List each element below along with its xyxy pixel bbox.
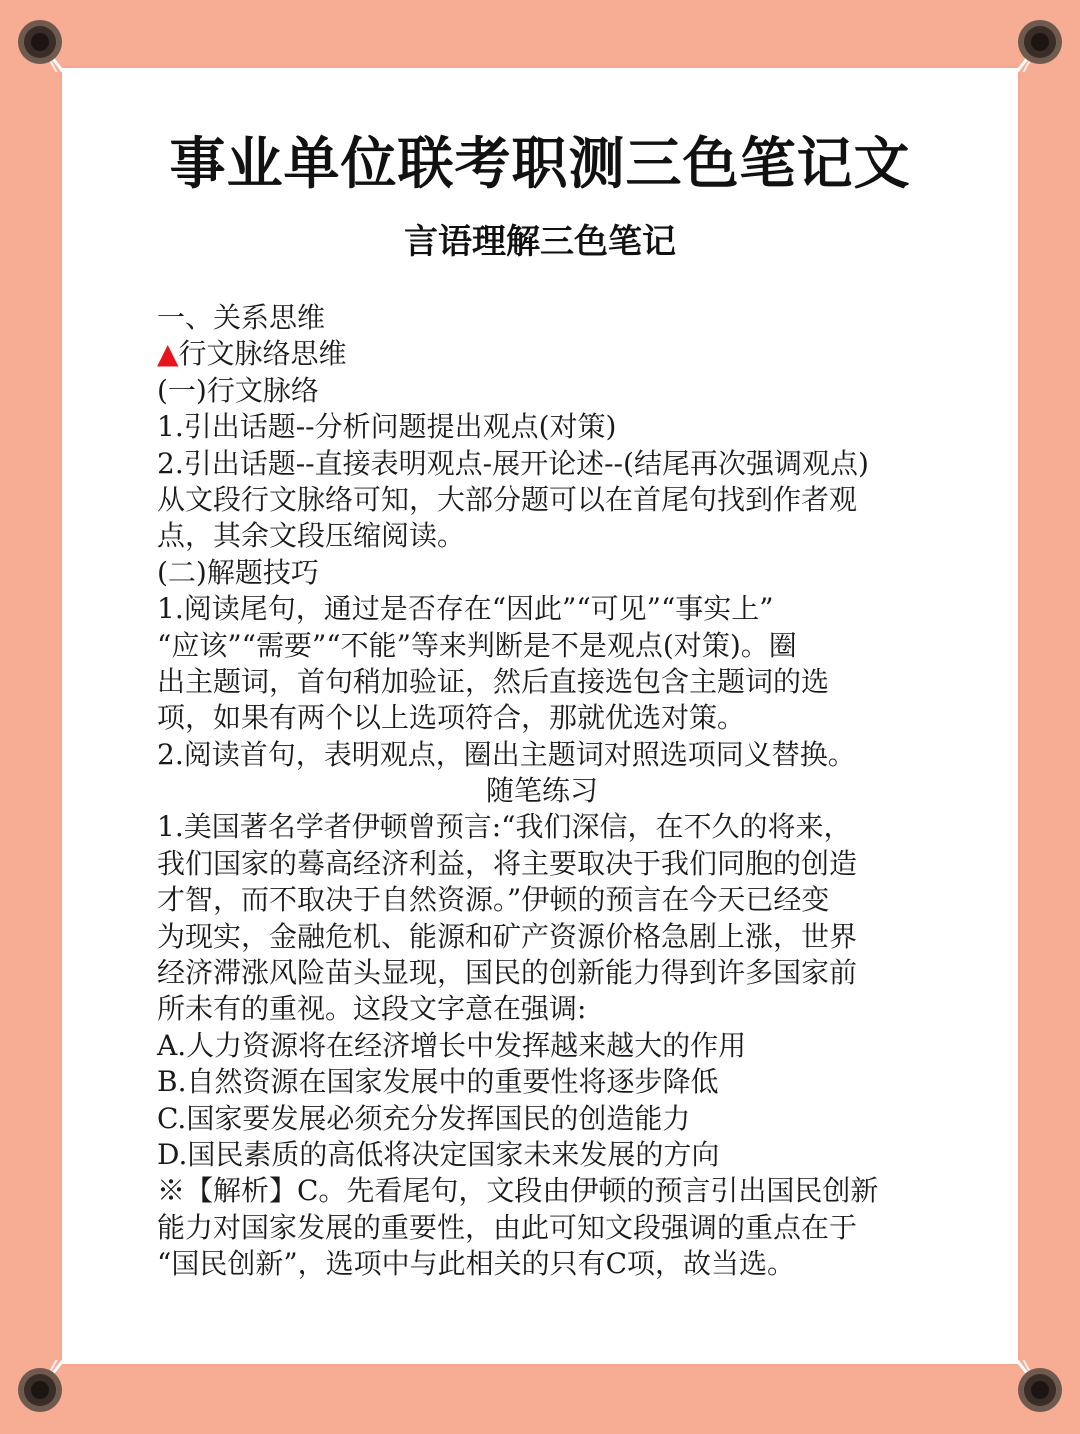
text-line: 项，如果有两个以上选项符合，那就优选对策。	[157, 701, 746, 735]
analysis-line: “国民创新”，选项中与此相关的只有C项，故当选。	[157, 1247, 796, 1281]
analysis-line: 能力对国家发展的重要性，由此可知文段强调的重点在于	[157, 1210, 858, 1244]
option-d: D.国民素质的高低将决定国家未来发展的方向	[157, 1137, 720, 1171]
practice-heading: 随笔练习	[485, 774, 598, 808]
pushpin-bottom-left-icon	[10, 1360, 70, 1420]
text-line: (一)行文脉络	[157, 373, 319, 407]
text-line: 点，其余文段压缩阅读。	[157, 519, 466, 553]
option-a: A.人力资源将在经济增长中发挥越来越大的作用	[157, 1028, 747, 1062]
text-line: 2.引出话题--直接表明观点-展开论述--(结尾再次强调观点)	[157, 446, 869, 480]
subsection-heading-text: 行文脉络思维	[178, 337, 347, 371]
option-b: B.自然资源在国家发展中的重要性将逐步降低	[157, 1065, 719, 1099]
question-line: 经济滞涨风险苗头显现，国民的创新能力得到许多国家前	[157, 956, 858, 990]
text-line: “应该”“需要”“不能”等来判断是不是观点(对策)。圈	[157, 628, 797, 662]
pushpin-top-right-icon	[1010, 12, 1070, 72]
page-subtitle: 言语理解三色笔记	[404, 222, 676, 262]
text-line: 从文段行文脉络可知，大部分题可以在首尾句找到作者观	[157, 482, 858, 516]
question-line: 1.美国著名学者伊顿曾预言:“我们深信，在不久的将来，	[157, 810, 852, 844]
question-line: 所未有的重视。这段文字意在强调:	[157, 992, 587, 1026]
text-line: (二)解题技巧	[157, 555, 319, 589]
pushpin-bottom-right-icon	[1010, 1360, 1070, 1420]
text-line: 2.阅读首句，表明观点，圈出主题词对照选项同义替换。	[157, 737, 856, 771]
text-line: 1.阅读尾句，通过是否存在“因此”“可见”“事实上”	[157, 592, 774, 626]
analysis-line: ※【解析】C。先看尾句，文段由伊顿的预言引出国民创新	[157, 1174, 879, 1208]
pushpin-top-left-icon	[10, 12, 70, 72]
section-heading: 一、关系思维	[157, 301, 326, 334]
question-line: 为现实，金融危机、能源和矿产资源价格急剧上涨，世界	[157, 919, 858, 953]
subsection-heading	[157, 336, 937, 372]
red-triangle-icon: ▲	[157, 337, 179, 371]
question-line: 我们国家的蓦高经济利益，将主要取决于我们同胞的创造	[157, 846, 858, 880]
text-line: 1.引出话题--分析问题提出观点(对策)	[157, 410, 617, 444]
note-body	[157, 300, 937, 1283]
page-title: 事业单位联考职测三色笔记文	[169, 131, 911, 197]
question-line: 才智，而不取决于自然资源。”伊顿的预言在今天已经变	[157, 883, 830, 917]
option-c: C.国家要发展必须充分发挥国民的创造能力	[157, 1101, 691, 1135]
text-line: 出主题词，首句稍加验证，然后直接选包含主题词的选	[157, 664, 830, 698]
